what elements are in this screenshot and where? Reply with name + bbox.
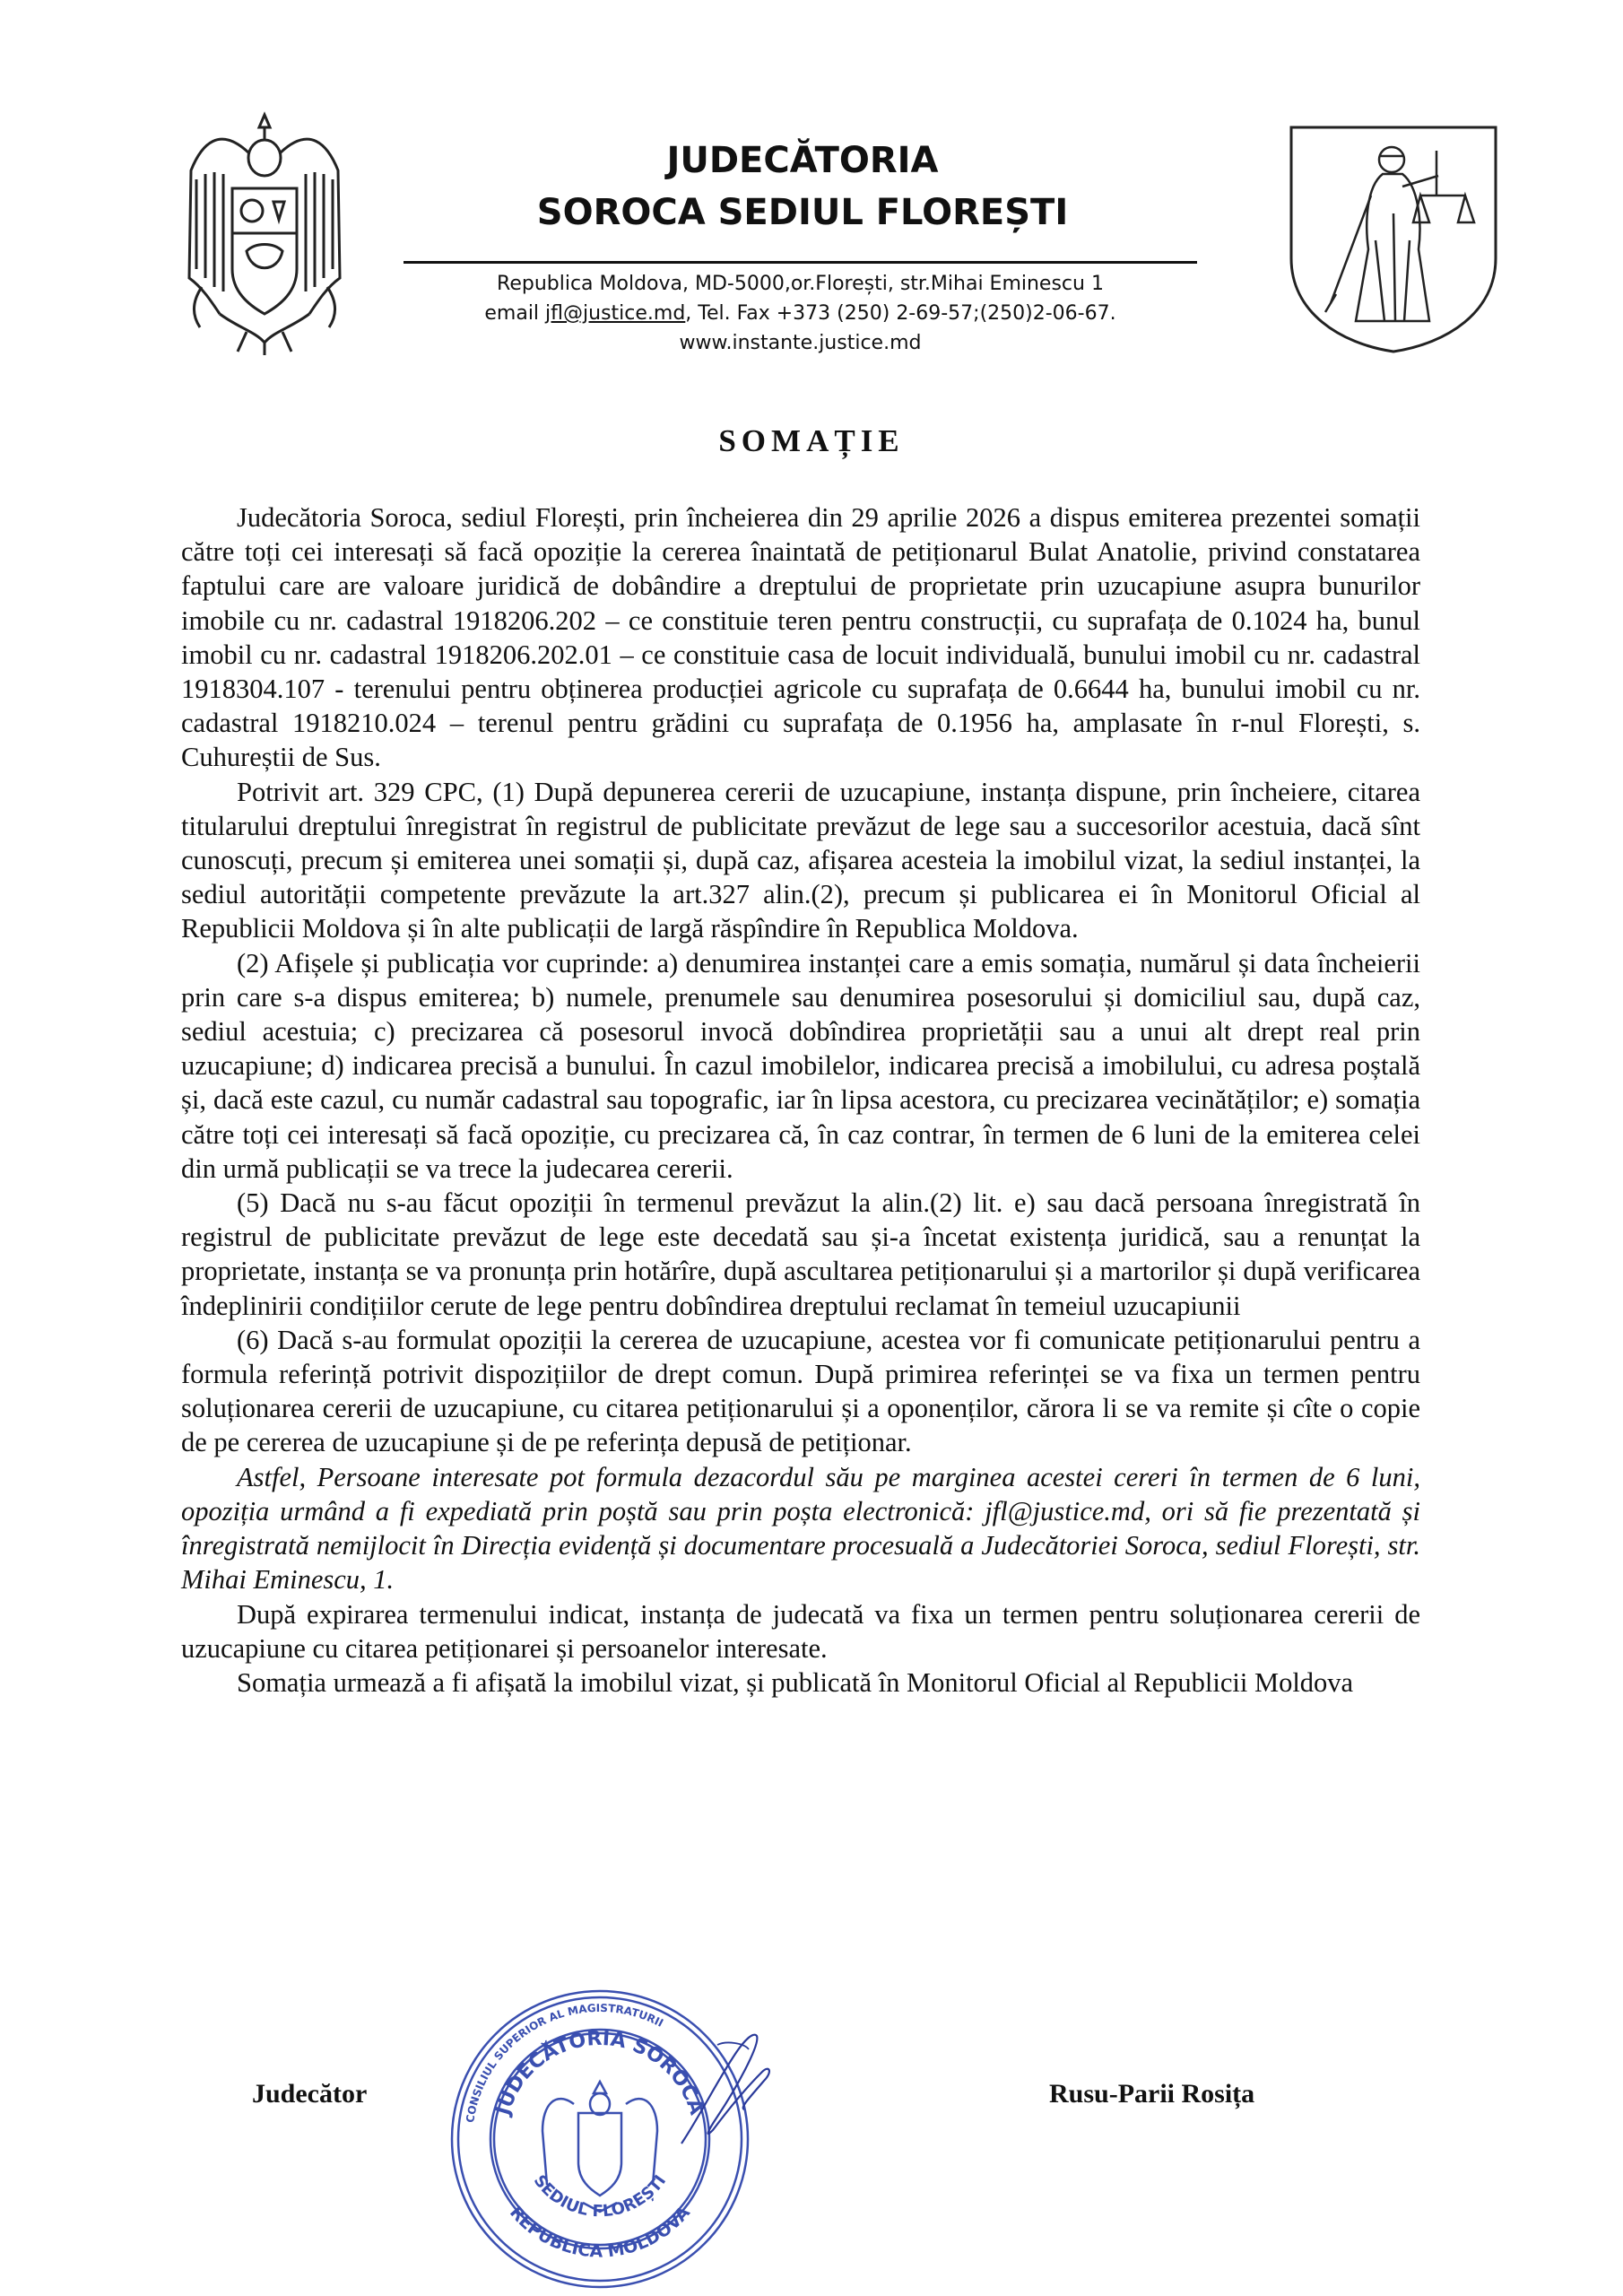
coat-of-arms-icon xyxy=(184,108,345,359)
document-body xyxy=(181,500,1420,1700)
stamp-bottom-text: REPUBLICA MOLDOVA xyxy=(506,2202,694,2262)
court-phone: , Tel. Fax +373 (250) 2-69-57;(250)2-06-67. xyxy=(685,302,1116,325)
court-email-phone xyxy=(404,299,1197,328)
paragraph-6: Astfel, Persoane interesate pot formula dezacordul său pe marginea acestei cereri în termen de 6 luni, opoziția urmând a fi expediată prin poștă sau prin poșta electronică: jfl@justice.md, ori să fie prezentată și înregistrată nemijlocit în Direcția evidență și documentare procesuală a Judecătoriei Soroca, sediul Florești, str. Mihai Eminescu, 1. xyxy=(181,1461,1420,1596)
email-label: email xyxy=(484,302,540,325)
court-name-line2: SOROCA SEDIUL FLOREȘTI xyxy=(536,192,1069,233)
paragraph-7: După expirarea termenului indicat, instanța de judecată va fixa un termen pentru soluționarea cererii de uzucapiune cu citarea petiționarei și persoanelor interesate. xyxy=(181,1598,1420,1664)
stamp-inner-bottom-text: SEDIUL FLOREȘTI xyxy=(529,2171,671,2222)
signature-row xyxy=(0,2079,1623,2124)
stamp-outer-text: CONSILIUL SUPERIOR AL MAGISTRATURII xyxy=(464,2001,666,2124)
paragraph-2: Potrivit art. 329 CPC, (1) După depunerea cererii de uzucapiune, instanța dispune, prin încheiere, citarea titularului dreptului înregistrat în registrul de publicitate prevăzut de lege sau a succesorilor acestuia, dacă sînt cunoscuți, precum și emiterea unei somații și, după caz, afișarea acesteia la imobilul vizat, la sediul instanței, la sediul autorității competente prevăzute la art.327 alin.(2), precum și publicarea ei în Monitorul Oficial al Republicii Moldova și în alte publicații de largă răspîndire în Republica Moldova. xyxy=(181,776,1420,944)
court-contact xyxy=(404,269,1197,358)
paragraph-5: (6) Dacă s-au formulat opoziții la cererea de uzucapiune, acestea vor fi comunicate petiționarului pentru a formula referință potrivit dispozițiilor de drept comun. După primirea referinței se va fixa un termen pentru soluționarea cererii de uzucapiune, cu citarea petiționarului și a oponenților, cărora li se va remite și cîte o copie de pe cererea de uzucapiune și de pe referința depusă de petiționar. xyxy=(181,1324,1420,1458)
paragraph-4: (5) Dacă nu s-au făcut opoziții în termenul prevăzut la alin.(2) lit. e) sau dacă persoana înregistrată în registrul de publicitate prevăzut de lege este decedată sau și-a încetat existența juridică, sau a renunțat la proprietate, instanța se va pronunța prin hotărîre, după ascultarea petiționarului și a martorilor și după verificarea îndeplinirii condițiilor cerute de lege pentru dobîndirea dreptului reclamat în temeiul uzucapiunii xyxy=(181,1187,1420,1321)
judge-name: Rusu-Parii Rosița xyxy=(1049,2079,1255,2109)
judge-label: Judecător xyxy=(252,2079,368,2109)
themis-icon xyxy=(1286,124,1501,355)
court-website[interactable]: www.instante.justice.md xyxy=(679,332,922,354)
header-divider xyxy=(404,261,1197,264)
court-name xyxy=(404,135,1202,239)
document-title: SOMAȚIE xyxy=(718,423,905,458)
court-address: Republica Moldova, MD-5000,or.Florești, str.Mihai Eminescu 1 xyxy=(497,273,1104,295)
stamp-inner-top-text: JUDECĂTORIA SOROCA xyxy=(491,2027,708,2118)
paragraph-3: (2) Afișele și publicația vor cuprinde: a) denumirea instanței care a emis somația, numărul și data încheierii prin care s-a dispus emiterea; b) numele, prenumele sau denumirea posesorului și domiciliul sau, după caz, sediul acestuia; c) precizarea că posesorul invocă dobîndirea proprietății sau a unui alt drept real prin uzucapiune; d) indicarea precisă a bunului. În cazul imobilelor, indicarea precisă a imobilului, cu adresa poștală și, dacă este cazul, cu număr cadastral sau topografic, iar în lipsa acestora, cu precizarea vecinătăților; e) somația către toți cei interesați să facă opoziție, cu precizarea că, în caz contrar, în termen de 6 luni de la emiterea celei din urmă publicații se va trece la judecarea cererii. xyxy=(181,947,1420,1184)
paragraph-1: Judecătoria Soroca, sediul Florești, prin încheierea din 29 aprilie 2026 a dispus emiterea prezentei somații către toți cei interesați să facă opoziție la cererea înaintată de petiționarul Bulat Anatolie, privind constatarea faptului care are valoare juridică de dobândire a dreptului de proprietate prin uzucapiune asupra bunurilor imobile cu nr. cadastral 1918206.202 – ce constituie teren pentru construcții, cu suprafața de 0.1024 ha, bunul imobil cu nr. cadastral 1918206.202.01 – ce constituie casa de locuit individuală, bunului imobil cu nr. cadastral 1918304.107 - terenului pentru obținerea producției agricole cu suprafața de 0.6644 ha, bunului imobil cu nr. cadastral 1918210.024 – terenul pentru grădini cu suprafața de 0.1956 ha, amplasate în r-nul Florești, s. Cuhureștii de Sus. xyxy=(181,502,1420,773)
paragraph-8: Somația urmează a fi afișată la imobilul vizat, și publicată în Monitorul Oficial al Republicii Moldova xyxy=(237,1666,1354,1698)
court-name-line1: JUDECĂTORIA xyxy=(666,140,939,181)
email-link[interactable]: jfl@justice.md xyxy=(545,302,686,325)
